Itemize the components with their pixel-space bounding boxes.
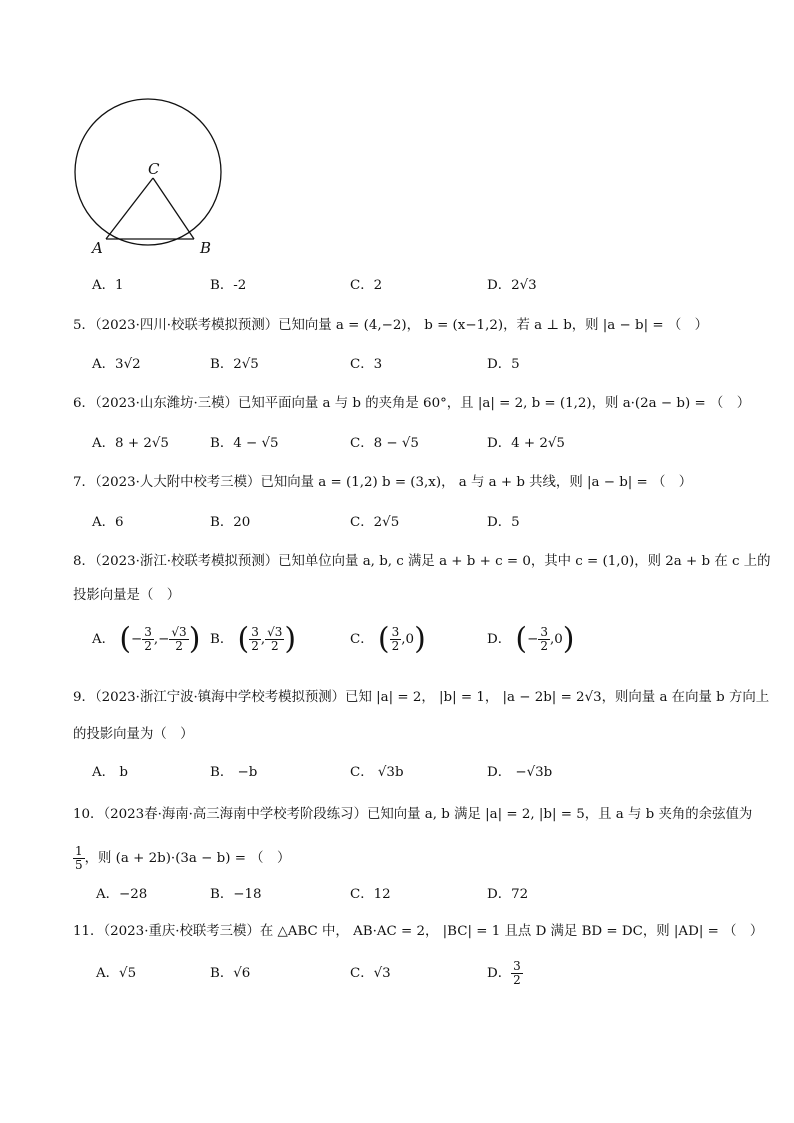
q11-option-a[interactable]: A．√5 xyxy=(96,966,137,981)
q5-option-a[interactable]: A．3√2 xyxy=(92,357,141,372)
question-9-line1: 9．（2023·浙江宁波·镇海中学校考模拟预测）已知 |a| = 2， |b| = 1， |a − 2b| = 2√3，则向量 a 在向量 b 方向上 xyxy=(73,690,770,705)
q9-option-d[interactable]: D． −√3b xyxy=(487,765,553,780)
label-b: B xyxy=(200,239,212,257)
q8-option-a[interactable]: A． (− $\frac{3}{2}$ ,− $\frac{√3}{2}$ ) xyxy=(92,621,201,657)
question-8-line1: 8．（2023·浙江·校联考模拟预测）已知单位向量 a, b, c 满足 a + b + c = 0，其中 c = (1,0)，则 2a + b 在 c 上的 xyxy=(73,554,771,569)
q6-option-d[interactable]: D．4 + 2√5 xyxy=(487,436,565,451)
q11-option-c[interactable]: C．√3 xyxy=(350,966,391,981)
q6-option-c[interactable]: C．8 − √5 xyxy=(350,436,419,451)
q7-option-a[interactable]: A．6 xyxy=(92,515,124,530)
q10-option-d[interactable]: D．72 xyxy=(487,887,529,902)
question-8-line2: 投影向量是（ ） xyxy=(73,588,181,603)
q11-option-b[interactable]: B．√6 xyxy=(210,966,251,981)
segment-bc xyxy=(153,178,194,239)
q7-option-c[interactable]: C．2√5 xyxy=(350,515,400,530)
q4-option-d[interactable]: D．2√3 xyxy=(487,278,537,293)
q11-option-d[interactable]: D． $\frac{3}{2}$ xyxy=(487,959,521,987)
q10-option-b[interactable]: B．−18 xyxy=(210,887,262,902)
segment-ac xyxy=(106,178,153,239)
q10-option-a[interactable]: A．−28 xyxy=(96,887,148,902)
q5-option-d[interactable]: D．5 xyxy=(487,357,520,372)
q5-option-c[interactable]: C．3 xyxy=(350,357,383,372)
q4-option-b[interactable]: B．-2 xyxy=(210,278,247,293)
q8-option-d[interactable]: D． (− $\frac{3}{2}$ ,0) xyxy=(487,621,575,657)
q7-option-b[interactable]: B．20 xyxy=(210,515,251,530)
question-11: 11．（2023·重庆·校联考三模）在 △ABC 中， AB·AC = 2， |BC| = 1 且点 D 满足 BD = DC，则 |AD| = （ ） xyxy=(73,924,764,939)
q9-option-a[interactable]: A． b xyxy=(92,765,128,780)
q9-option-c[interactable]: C． √3b xyxy=(350,765,404,780)
question-10-line2: $\frac{1}{5}$ ，则 (a + 2b)·(3a − b) = （ ） xyxy=(75,844,291,872)
question-5: 5．（2023·四川·校联考模拟预测）已知向量 a = (4,−2)， b = (x−1,2)，若 a ⊥ b，则 |a − b| = （ ） xyxy=(73,318,709,333)
question-7: 7．（2023·人大附中校考三模）已知向量 a = (1,2) b = (3,x)， a 与 a + b 共线，则 |a − b| = （ ） xyxy=(73,475,693,490)
q4-option-c[interactable]: C．2 xyxy=(350,278,383,293)
q10-option-c[interactable]: C．12 xyxy=(350,887,391,902)
q6-option-b[interactable]: B．4 − √5 xyxy=(210,436,279,451)
question-6: 6．（2023·山东潍坊·三模）已知平面向量 a 与 b 的夹角是 60°，且 |a| = 2, b = (1,2)，则 a·(2a − b) = （ ） xyxy=(73,396,751,411)
question-10-line1: 10．（2023春·海南·高三海南中学校考阶段练习）已知向量 a, b 满足 |a| = 2, |b| = 5，且 a 与 b 夹角的余弦值为 xyxy=(73,807,753,822)
label-a: A xyxy=(92,239,103,257)
q4-option-a[interactable]: A．1 xyxy=(92,278,124,293)
q8-option-c[interactable]: C． ( $\frac{3}{2}$ ,0) xyxy=(350,621,426,657)
q9-option-b[interactable]: B． −b xyxy=(210,765,258,780)
label-c: C xyxy=(148,160,160,178)
q8-option-b[interactable]: B． ( $\frac{3}{2}$ , $\frac{√3}{2}$ ) xyxy=(210,621,297,657)
q7-option-d[interactable]: D．5 xyxy=(487,515,520,530)
q6-option-a[interactable]: A．8 + 2√5 xyxy=(92,436,169,451)
q5-option-b[interactable]: B．2√5 xyxy=(210,357,259,372)
question-9-line2: 的投影向量为（ ） xyxy=(73,727,194,742)
